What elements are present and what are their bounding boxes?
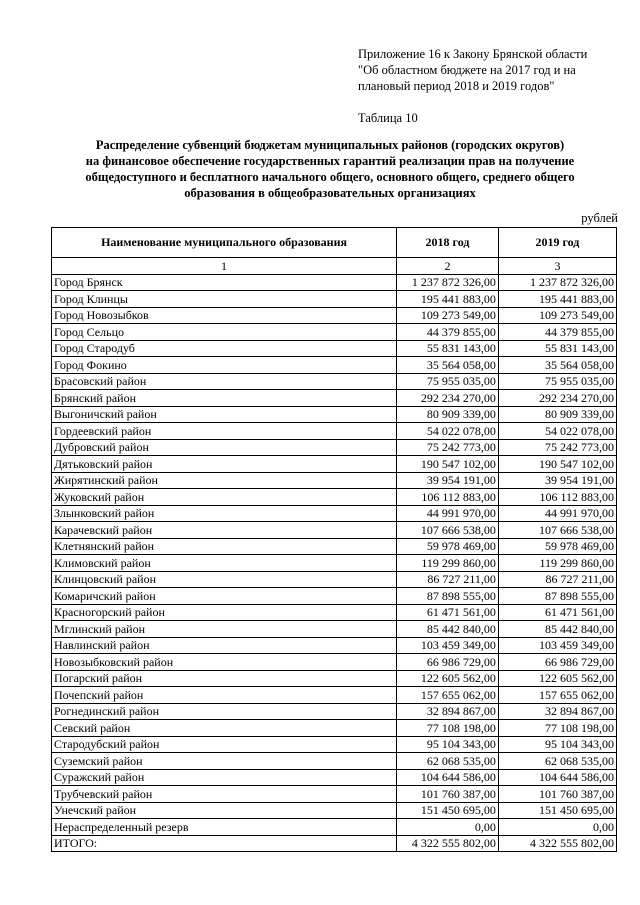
amount-2018: 122 605 562,00	[397, 670, 499, 687]
table-row	[52, 637, 617, 654]
table-row	[52, 472, 617, 489]
municipality-name: Жуковский район	[52, 489, 397, 506]
amount-2018: 44 379 855,00	[397, 324, 499, 341]
annex-header	[358, 46, 628, 94]
municipality-name: Климовский район	[52, 555, 397, 572]
document-title	[70, 137, 590, 201]
title-line-2: на финансовое обеспечение государственных гарантий реализации прав на получение	[85, 154, 575, 168]
table-row	[52, 555, 617, 572]
amount-2019: 85 442 840,00	[498, 621, 616, 638]
municipality-name: Дятьковский район	[52, 456, 397, 473]
municipality-name: Город Сельцо	[52, 324, 397, 341]
table-row	[52, 340, 617, 357]
amount-2018: 104 644 586,00	[397, 769, 499, 786]
amount-2019: 107 666 538,00	[498, 522, 616, 539]
amount-2019: 75 242 773,00	[498, 439, 616, 456]
municipality-name: Выгоничский район	[52, 406, 397, 423]
municipality-name: Суземский район	[52, 753, 397, 770]
amount-2018: 95 104 343,00	[397, 736, 499, 753]
amount-2019: 4 322 555 802,00	[498, 835, 616, 852]
table-row	[52, 703, 617, 720]
title-line-4: образования в общеобразовательных организациях	[184, 186, 476, 200]
amount-2019: 75 955 035,00	[498, 373, 616, 390]
municipality-name: Дубровский район	[52, 439, 397, 456]
amount-2018: 75 955 035,00	[397, 373, 499, 390]
table-row	[52, 769, 617, 786]
table-row	[52, 489, 617, 506]
amount-2018: 151 450 695,00	[397, 802, 499, 819]
table-row	[52, 423, 617, 440]
table-row	[52, 324, 617, 341]
amount-2018: 62 068 535,00	[397, 753, 499, 770]
municipality-name: Комаричский район	[52, 588, 397, 605]
municipality-name: Гордеевский район	[52, 423, 397, 440]
amount-2019: 119 299 860,00	[498, 555, 616, 572]
municipality-name: Нераспределенный резерв	[52, 819, 397, 836]
municipality-name: Навлинский район	[52, 637, 397, 654]
table-row	[52, 274, 617, 291]
amount-2018: 0,00	[397, 819, 499, 836]
index-cell: 2	[397, 258, 499, 275]
amount-2018: 292 234 270,00	[397, 390, 499, 407]
table-row	[52, 588, 617, 605]
amount-2018: 1 237 872 326,00	[397, 274, 499, 291]
amount-2019: 101 760 387,00	[498, 786, 616, 803]
amount-2019: 151 450 695,00	[498, 802, 616, 819]
table-row	[52, 456, 617, 473]
amount-2019: 86 727 211,00	[498, 571, 616, 588]
municipality-name: ИТОГО:	[52, 835, 397, 852]
table-row	[52, 720, 617, 737]
municipality-name: Жирятинский район	[52, 472, 397, 489]
amount-2018: 39 954 191,00	[397, 472, 499, 489]
amount-2019: 54 022 078,00	[498, 423, 616, 440]
amount-2019: 66 986 729,00	[498, 654, 616, 671]
amount-2019: 59 978 469,00	[498, 538, 616, 555]
amount-2018: 101 760 387,00	[397, 786, 499, 803]
municipality-name: Клетнянский район	[52, 538, 397, 555]
table-row	[52, 687, 617, 704]
amount-2018: 44 991 970,00	[397, 505, 499, 522]
amount-2018: 80 909 339,00	[397, 406, 499, 423]
title-line-1: Распределение субвенций бюджетам муниципальных районов (городских округов)	[95, 138, 565, 152]
municipality-name: Новозыбковский район	[52, 654, 397, 671]
amount-2019: 55 831 143,00	[498, 340, 616, 357]
municipality-name: Злынковский район	[52, 505, 397, 522]
amount-2018: 32 894 867,00	[397, 703, 499, 720]
table-row	[52, 736, 617, 753]
amount-2019: 104 644 586,00	[498, 769, 616, 786]
amount-2018: 86 727 211,00	[397, 571, 499, 588]
amount-2019: 190 547 102,00	[498, 456, 616, 473]
municipality-name: Брасовский район	[52, 373, 397, 390]
amount-2019: 61 471 561,00	[498, 604, 616, 621]
table-row	[52, 654, 617, 671]
amount-2018: 107 666 538,00	[397, 522, 499, 539]
table-row	[52, 307, 617, 324]
municipality-name: Город Брянск	[52, 274, 397, 291]
table-number: Таблица 10	[358, 111, 418, 125]
table-body	[52, 274, 617, 852]
municipality-name: Севский район	[52, 720, 397, 737]
amount-2019: 87 898 555,00	[498, 588, 616, 605]
column-header-name: Наименование муниципального образования	[52, 228, 397, 258]
annex-line-2: "Об областном бюджете на 2017 год и на	[358, 63, 576, 77]
table-row	[52, 571, 617, 588]
amount-2019: 95 104 343,00	[498, 736, 616, 753]
table-row	[52, 753, 617, 770]
amount-2018: 4 322 555 802,00	[397, 835, 499, 852]
amount-2019: 62 068 535,00	[498, 753, 616, 770]
amount-2019: 106 112 883,00	[498, 489, 616, 506]
table-row	[52, 621, 617, 638]
table-row	[52, 538, 617, 555]
municipality-name: Клинцовский район	[52, 571, 397, 588]
amount-2018: 157 655 062,00	[397, 687, 499, 704]
amount-2019: 44 991 970,00	[498, 505, 616, 522]
amount-2019: 80 909 339,00	[498, 406, 616, 423]
table-row	[52, 802, 617, 819]
table-row	[52, 357, 617, 374]
municipality-name: Суражский район	[52, 769, 397, 786]
table-row	[52, 439, 617, 456]
municipality-name: Стародубский район	[52, 736, 397, 753]
amount-2019: 39 954 191,00	[498, 472, 616, 489]
amount-2018: 87 898 555,00	[397, 588, 499, 605]
amount-2018: 119 299 860,00	[397, 555, 499, 572]
table-row	[52, 835, 617, 852]
annex-line-3: плановый период 2018 и 2019 годов"	[358, 79, 555, 93]
table-row	[52, 522, 617, 539]
municipality-name: Город Фокино	[52, 357, 397, 374]
amount-2019: 157 655 062,00	[498, 687, 616, 704]
amount-2018: 109 273 549,00	[397, 307, 499, 324]
amount-2018: 77 108 198,00	[397, 720, 499, 737]
amount-2018: 66 986 729,00	[397, 654, 499, 671]
amount-2019: 292 234 270,00	[498, 390, 616, 407]
municipality-name: Брянский район	[52, 390, 397, 407]
table-row	[52, 373, 617, 390]
table-row	[52, 786, 617, 803]
amount-2019: 122 605 562,00	[498, 670, 616, 687]
amount-2018: 59 978 469,00	[397, 538, 499, 555]
amount-2018: 54 022 078,00	[397, 423, 499, 440]
table-row	[52, 291, 617, 308]
column-header-2019: 2019 год	[498, 228, 616, 258]
municipality-name: Город Новозыбков	[52, 307, 397, 324]
amount-2018: 106 112 883,00	[397, 489, 499, 506]
amount-2018: 75 242 773,00	[397, 439, 499, 456]
amount-2018: 85 442 840,00	[397, 621, 499, 638]
amount-2018: 55 831 143,00	[397, 340, 499, 357]
municipality-name: Трубчевский район	[52, 786, 397, 803]
amount-2019: 77 108 198,00	[498, 720, 616, 737]
column-header-2018: 2018 год	[397, 228, 499, 258]
header-row	[52, 228, 617, 258]
title-line-3: общедоступного и бесплатного начального общего, основного общего, среднего общего	[85, 170, 575, 184]
index-cell: 3	[498, 258, 616, 275]
amount-2019: 103 459 349,00	[498, 637, 616, 654]
table-row	[52, 390, 617, 407]
table-row	[52, 505, 617, 522]
municipality-name: Красногорский район	[52, 604, 397, 621]
municipality-name: Погарский район	[52, 670, 397, 687]
amount-2019: 195 441 883,00	[498, 291, 616, 308]
amount-2019: 109 273 549,00	[498, 307, 616, 324]
table-row	[52, 670, 617, 687]
index-row	[52, 258, 617, 275]
table-row	[52, 406, 617, 423]
amount-2019: 32 894 867,00	[498, 703, 616, 720]
amount-2018: 61 471 561,00	[397, 604, 499, 621]
table-row	[52, 819, 617, 836]
municipality-name: Город Стародуб	[52, 340, 397, 357]
municipality-name: Унечский район	[52, 802, 397, 819]
units-label: рублей	[581, 211, 618, 225]
municipality-name: Город Клинцы	[52, 291, 397, 308]
municipality-name: Рогнединский район	[52, 703, 397, 720]
amount-2018: 35 564 058,00	[397, 357, 499, 374]
amount-2018: 103 459 349,00	[397, 637, 499, 654]
amount-2019: 1 237 872 326,00	[498, 274, 616, 291]
amount-2018: 190 547 102,00	[397, 456, 499, 473]
amount-2019: 35 564 058,00	[498, 357, 616, 374]
amount-2019: 0,00	[498, 819, 616, 836]
amount-2018: 195 441 883,00	[397, 291, 499, 308]
municipality-name: Мглинский район	[52, 621, 397, 638]
index-cell: 1	[52, 258, 397, 275]
municipality-name: Почепский район	[52, 687, 397, 704]
table-row	[52, 604, 617, 621]
municipality-name: Карачевский район	[52, 522, 397, 539]
annex-line-1: Приложение 16 к Закону Брянской области	[358, 47, 588, 61]
amount-2019: 44 379 855,00	[498, 324, 616, 341]
subsidy-table	[51, 227, 617, 852]
